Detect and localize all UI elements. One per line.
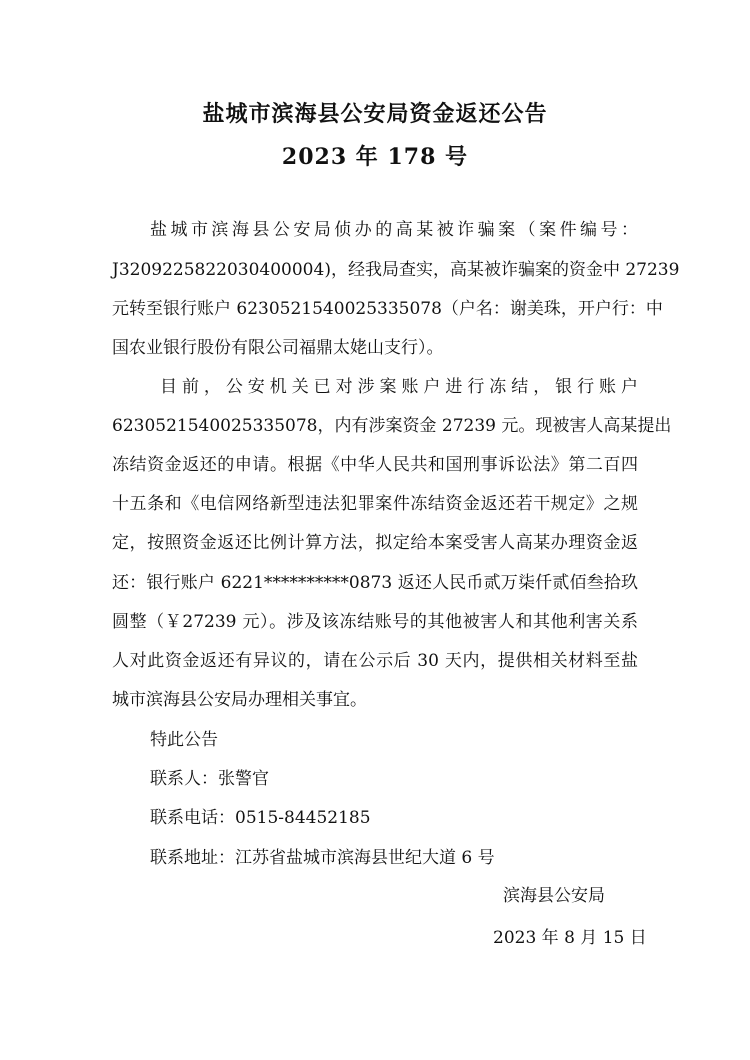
closing-text: 特此公告 bbox=[150, 730, 218, 750]
text-line: 圆整（￥27239 元）。涉及该冻结账号的其他被害人和其他利害关系 bbox=[112, 612, 638, 632]
issue-date: 2023 年 8 月 15 日 bbox=[493, 928, 647, 948]
text-line: 冻结资金返还的申请。根据《中华人民共和国刑事诉讼法》第二百四 bbox=[112, 455, 638, 475]
text-line: 6230521540025335078，内有涉案资金 27239 元。现被害人高某提出 bbox=[112, 416, 672, 436]
text-line: 城市滨海县公安局办理相关事宜。 bbox=[112, 690, 367, 710]
contact-phone: 联系电话：0515-84452185 bbox=[150, 808, 371, 828]
text-line: 十五条和《电信网络新型违法犯罪案件冻结资金返还若干规定》之规 bbox=[112, 494, 638, 514]
text-line: J3209225822030400004)，经我局查实，高某被诈骗案的资金中 27239 bbox=[112, 260, 680, 280]
text-line: 人对此资金返还有异议的，请在公示后 30 天内，提供相关材料至盐 bbox=[112, 651, 638, 671]
document-number: 2023 年 178 号 bbox=[281, 144, 469, 170]
contact-address: 联系地址：江苏省盐城市滨海县世纪大道 6 号 bbox=[150, 848, 495, 868]
issuing-organization: 滨海县公安局 bbox=[503, 886, 605, 906]
text-line: 盐城市滨海县公安局侦办的高某被诈骗案（案件编号： bbox=[150, 220, 638, 240]
text-line: 定，按照资金返还比例计算方法，拟定给本案受害人高某办理资金返 bbox=[112, 533, 638, 553]
text-line: 元转至银行账户 6230521540025335078（户名：谢美珠，开户行：中 bbox=[112, 299, 663, 319]
text-line: 目前，公安机关已对涉案账户进行冻结，银行账户 bbox=[160, 377, 638, 397]
text-line: 还：银行账户 6221**********0873 返还人民币贰万柒仟贰佰叁拾玖 bbox=[112, 573, 638, 593]
text-line: 国农业银行股份有限公司福鼎太姥山支行）。 bbox=[112, 338, 444, 358]
contact-person: 联系人：张警官 bbox=[150, 769, 269, 789]
document-title: 盐城市滨海县公安局资金返还公告 bbox=[202, 101, 548, 127]
